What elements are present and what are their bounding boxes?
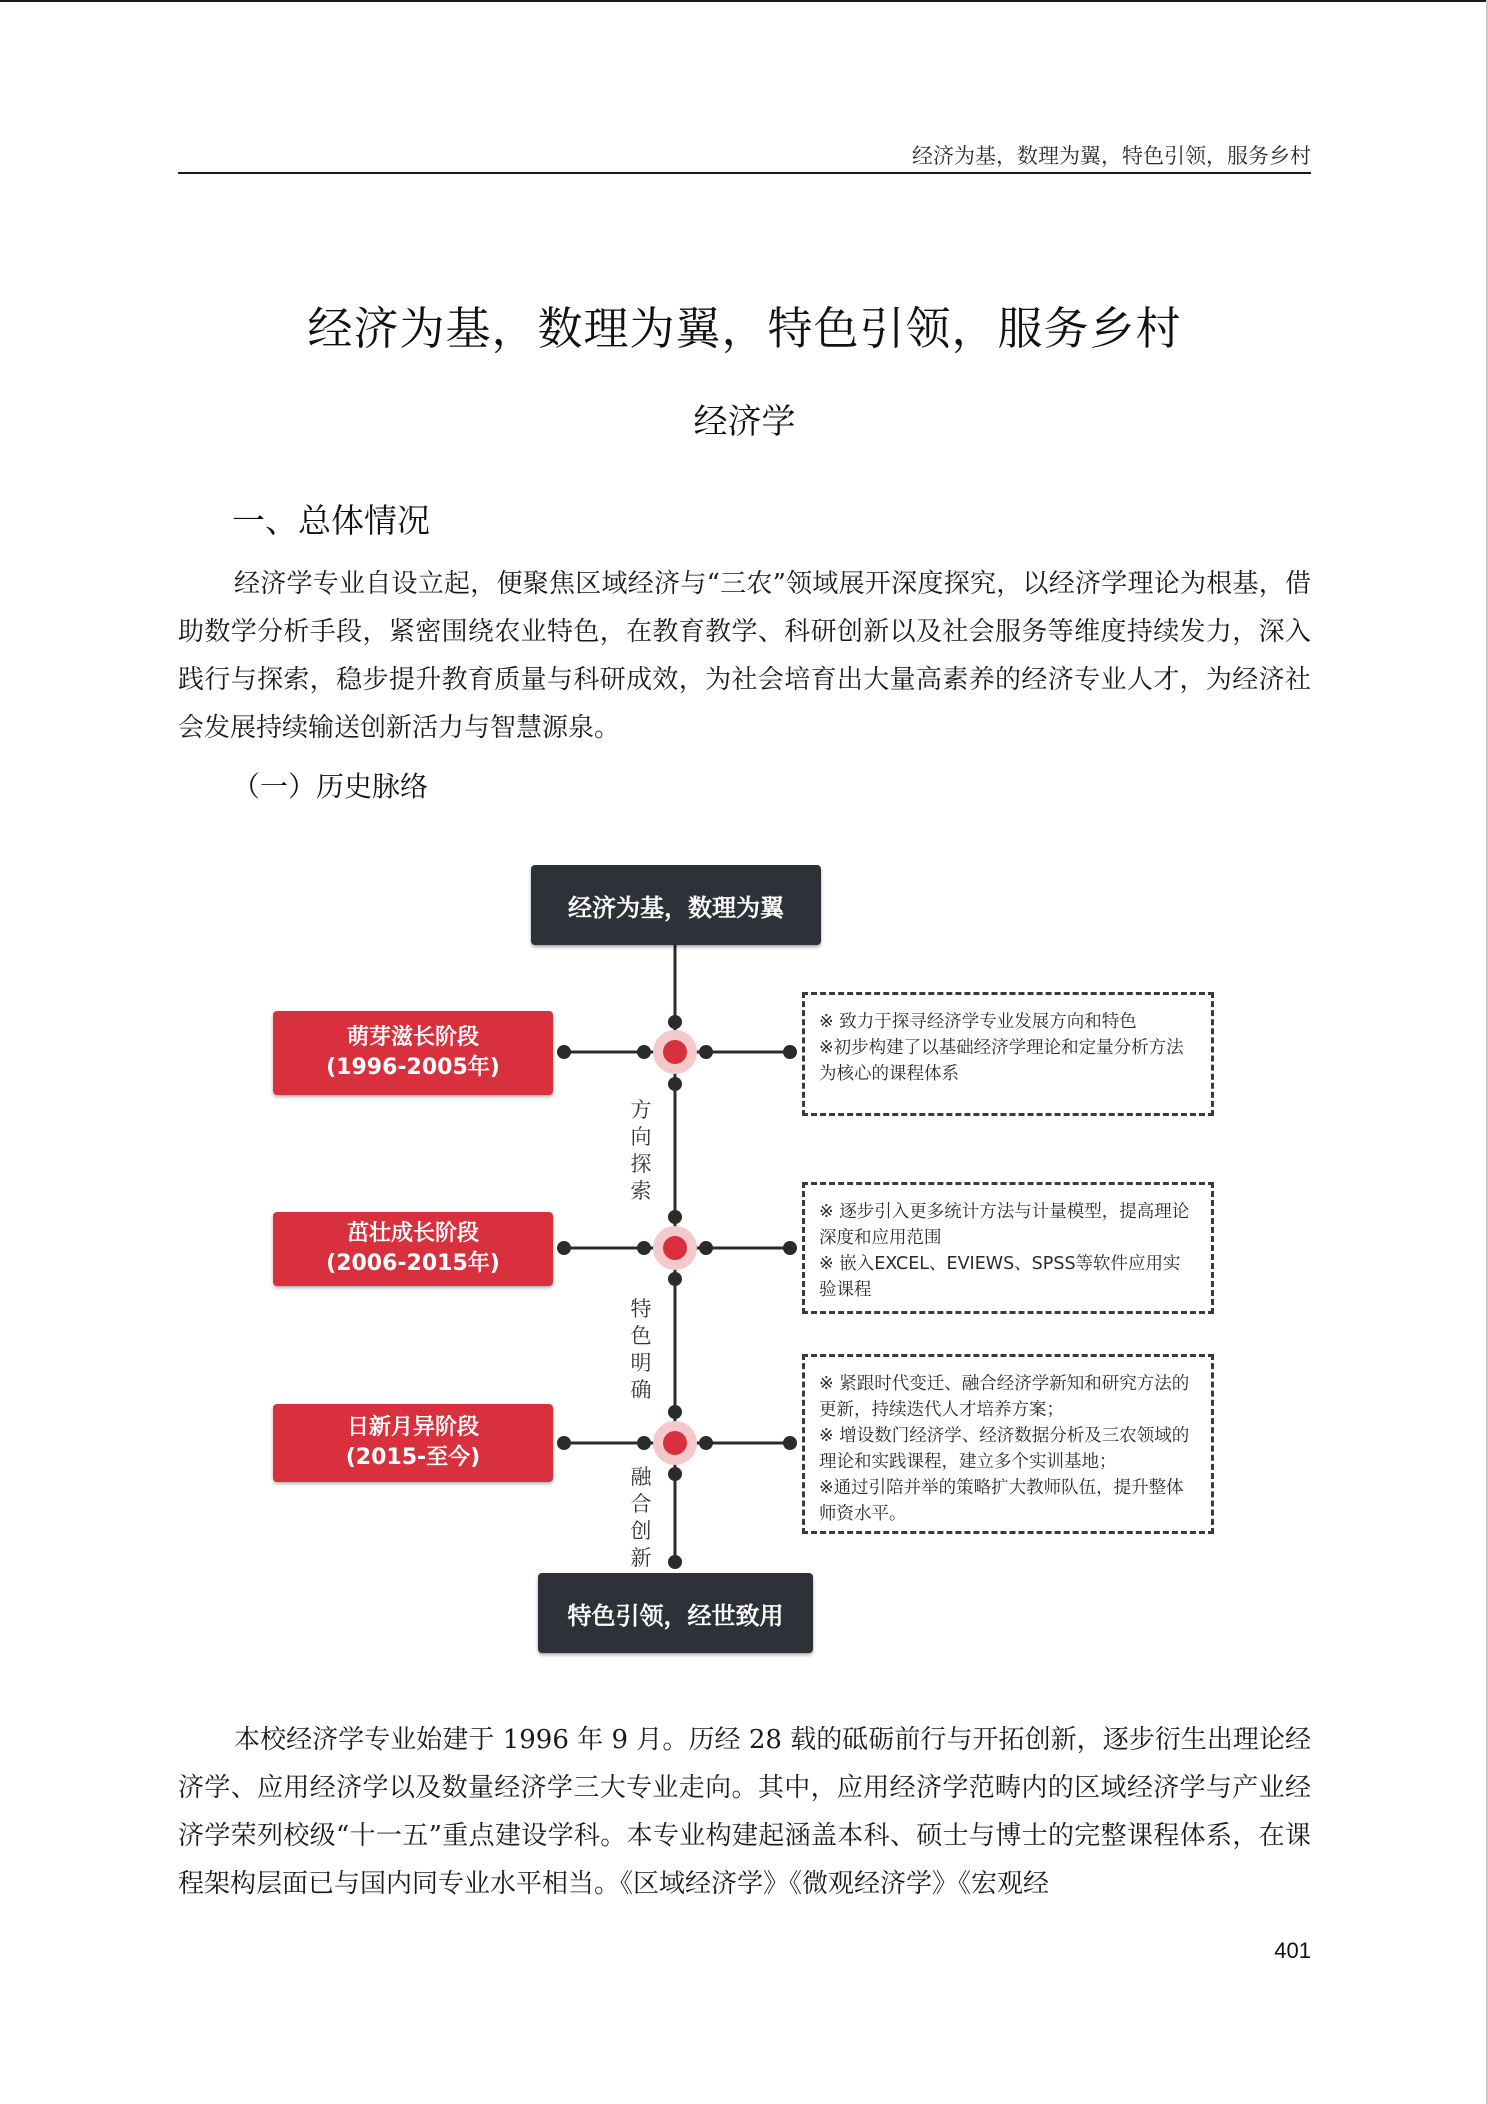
- connector-char: 索: [630, 1179, 652, 1203]
- stage-period: (1996-2005年): [326, 1055, 500, 1080]
- connector-label-1: [624, 1097, 658, 1205]
- stage-box-1: [273, 1011, 553, 1095]
- connector-char: 色: [630, 1324, 652, 1348]
- subsection-heading: （一）历史脉络: [232, 770, 429, 803]
- connector-char: 新: [630, 1546, 652, 1570]
- connector-char: 确: [630, 1378, 652, 1402]
- paragraph-history-text: 本校经济学专业始建于 1996 年 9 月。历经 28 载的砥砺前行与开拓创新，逐步衍生出理论经济学、应用经济学以及数量经济学三大专业走向。其中，应用经济学范畴内的区域经济学与产业经济学荣列校级“十一五”重点建设学科。本专业构建起涵盖本科、硕士与博士的完整课程体系，在课程架构层面已与国内同专业水平相当。《区域经济学》《微观经济学》《宏观经: [178, 1725, 1311, 1899]
- note-item: ※通过引陪并举的策略扩大教师队伍，提升整体师资水平。: [819, 1478, 1184, 1524]
- connector-label-2: [624, 1296, 658, 1404]
- connector-char: 方: [630, 1098, 652, 1122]
- connector-char: 创: [630, 1519, 652, 1543]
- stage-name: 萌芽滋长阶段: [346, 1025, 479, 1050]
- page-title: 经济为基，数理为翼，特色引领，服务乡村: [307, 302, 1182, 355]
- running-header: 经济为基，数理为翼，特色引领，服务乡村: [912, 144, 1311, 168]
- stage-name: 日新月异阶段: [346, 1415, 479, 1440]
- note-item: ※ 增设数门经济学、经济数据分析及三农领域的理论和实践课程，建立多个实训基地；: [819, 1426, 1190, 1472]
- stage-box-2: [273, 1212, 553, 1286]
- connector-char: 向: [630, 1125, 652, 1149]
- note-item: ※ 逐步引入更多统计方法与计量模型，提高理论深度和应用范围: [819, 1202, 1190, 1248]
- stage-period: (2015-至今): [345, 1445, 481, 1470]
- connector-char: 融: [630, 1465, 652, 1489]
- paragraph-history: [178, 1716, 1311, 1908]
- bottom-theme-box: 特色引领，经世致用: [538, 1573, 813, 1653]
- connector-char: 明: [630, 1351, 652, 1375]
- section-heading: 一、总体情况: [232, 501, 430, 540]
- connector-char: 特: [630, 1297, 652, 1321]
- stage-period: (2006-2015年): [326, 1251, 500, 1276]
- connector-char: 探: [630, 1152, 652, 1176]
- paragraph-overview-text: 经济学专业自设立起，便聚焦区域经济与“三农”领域展开深度探究，以经济学理论为根基，借助数学分析手段，紧密围绕农业特色，在教育教学、科研创新以及社会服务等维度持续发力，深入践行与探索，稳步提升教育质量与科研成效，为社会培育出大量高素养的经济专业人才，为经济社会发展持续输送创新活力与智慧源泉。: [178, 569, 1311, 743]
- connector-label-3: [624, 1464, 658, 1572]
- top-theme-box: 经济为基，数理为翼: [531, 865, 821, 945]
- stage-notes-1: [802, 992, 1214, 1116]
- page-number: 401: [1274, 1938, 1311, 1963]
- connector-char: 合: [630, 1492, 652, 1516]
- stage-notes-2: [802, 1182, 1214, 1314]
- stage-notes-3: [802, 1354, 1214, 1534]
- stage-box-3: [273, 1404, 553, 1482]
- page-subtitle: 经济学: [693, 402, 796, 442]
- note-item: ※ 致力于探寻经济学专业发展方向和特色: [819, 1012, 1137, 1032]
- note-item: ※ 紧跟时代变迁、融合经济学新知和研究方法的更新，持续迭代人才培养方案；: [819, 1374, 1190, 1420]
- stage-name: 茁壮成长阶段: [346, 1221, 479, 1246]
- note-item: ※ 嵌入EXCEL、EVIEWS、SPSS等软件应用实验课程: [819, 1254, 1181, 1300]
- note-item: ※初步构建了以基础经济学理论和定量分析方法为核心的课程体系: [819, 1038, 1184, 1084]
